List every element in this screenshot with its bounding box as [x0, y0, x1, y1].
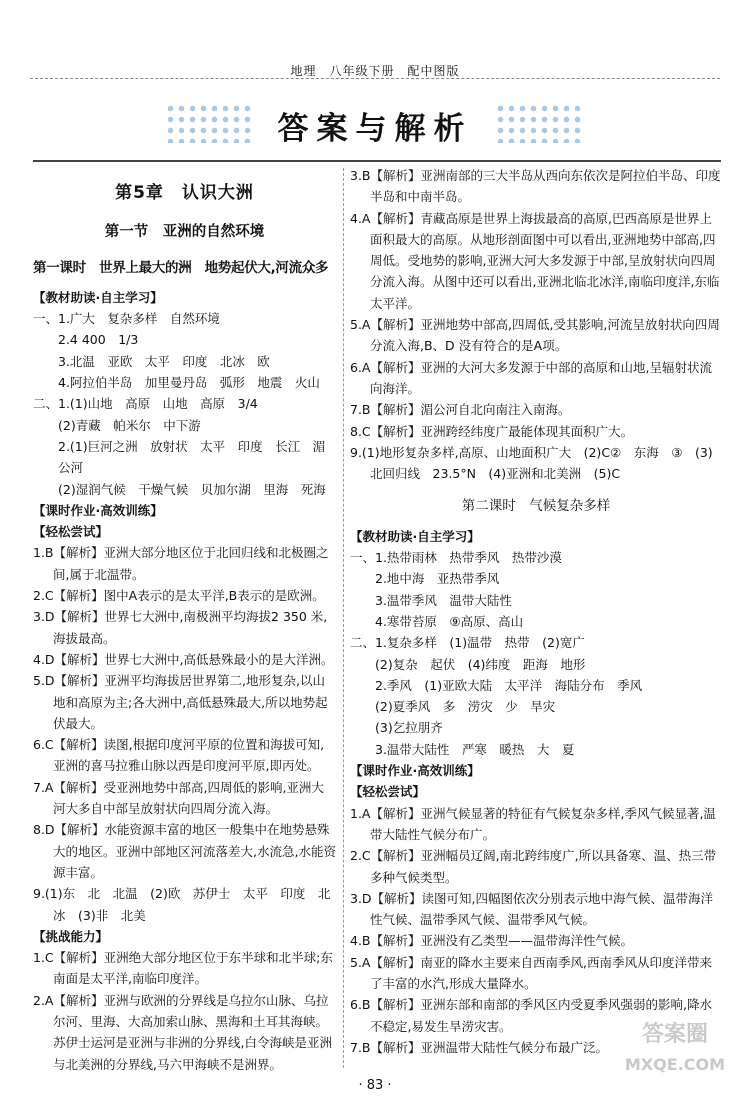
right-line: 5.A【解析】南亚的降水主要来自西南季风,西南季风从印度洋带来了丰富的水汽,形成大量降水。: [350, 954, 712, 991]
title-rule: [33, 160, 721, 162]
right-line: 2.季风 (1)亚欧大陆 太平洋 海陆分布 季风: [375, 677, 643, 693]
left-line: 4.D【解析】世界七大洲中,高低悬殊最小的是大洋洲。: [33, 651, 334, 667]
left-line: 2.4 400 1/3: [58, 332, 139, 348]
right-line: (3)乞拉朋齐: [375, 720, 443, 736]
right-line: 【课时作业·高效训练】: [350, 763, 480, 779]
right-line: 3.温带季风 温带大陆性: [375, 592, 512, 608]
left-line: 9.(1)东 北 北温 (2)欧 苏伊士 太平 印度 北冰 (3)非 北美: [33, 886, 331, 923]
right-line: (2)夏季风 多 涝灾 少 旱灾: [375, 699, 556, 715]
left-line: (2)青藏 帕米尔 中下游: [58, 417, 201, 433]
watermark-text: 答案圈: [641, 1022, 708, 1047]
left-line: 3.D【解析】世界七大洲中,南极洲平均海拔2 350 米,海拔最高。: [33, 609, 328, 646]
right-line: 1.A【解析】亚洲气候显著的特征有气候复杂多样,季风气候显著,温带大陆性气候分布广。: [350, 805, 716, 842]
left-line: 4.阿拉伯半岛 加里曼丹岛 弧形 地震 火山: [58, 375, 320, 391]
right-line: 第二课时 气候复杂多样: [461, 498, 611, 515]
left-line: 【挑战能力】: [33, 928, 109, 944]
left-line: 3.北温 亚欧 太平 印度 北冰 欧: [58, 353, 270, 369]
column-divider: [343, 168, 344, 1068]
header-divider: [30, 78, 720, 79]
right-line: 3.B【解析】亚洲南部的三大半岛从西向东依次是阿拉伯半岛、印度半岛和中南半岛。: [350, 168, 721, 205]
left-line: 【轻松尝试】: [33, 524, 109, 540]
right-line: 3.温带大陆性 严寒 暖热 大 夏: [375, 741, 575, 757]
right-line: 3.D【解析】读图可知,四幅图依次分别表示地中海气候、温带海洋性气候、温带季风气候、温带季风气候。: [350, 890, 714, 928]
left-line: 1.C【解析】亚洲绝大部分地区位于东半球和北半球;东南面是太平洋,南临印度洋。: [33, 950, 333, 987]
right-line: 【教材助读·自主学习】: [350, 528, 480, 544]
left-line: 二、1.(1)山地 高原 山地 高原 3/4: [33, 396, 258, 412]
right-line: 5.A【解析】亚洲地势中部高,四周低,受其影响,河流呈放射状向四周分流入海,B、D 没有符合的是A项。: [350, 317, 720, 354]
right-line: 4.寒带苔原 ⑨高原、高山: [375, 613, 524, 629]
running-header: 地理 八年级下册 配中图版: [290, 64, 460, 78]
watermark-url: MXQE.COM: [624, 1055, 726, 1074]
left-column: [33, 175, 336, 1075]
right-line: 4.A【解析】青藏高原是世界上海拔最高的高原,巴西高原是世界上面积最大的高原。从地形剖面图中可以看出,亚洲地势中部高,四周低。受地势的影响,亚洲大河大多发源于中部,呈放射状向四周分流入海。从图中还可以看出,亚洲北临北冰洋,南临印度洋,东临太平洋。: [350, 210, 720, 311]
left-line: 一、1.广大 复杂多样 自然环境: [33, 311, 220, 327]
right-column: [350, 165, 722, 1058]
right-line: 【轻松尝试】: [350, 784, 426, 800]
title-banner: [165, 95, 585, 155]
left-line: 第5章 认识大洲: [115, 183, 254, 203]
left-line: 7.A【解析】受亚洲地势中部高,四周低的影响,亚洲大河大多自中部呈放射状向四周分流入海。: [33, 779, 324, 817]
right-line: 二、1.复杂多样 (1)温带 热带 (2)宽广: [350, 635, 585, 651]
left-line: (2)湿润气候 干燥气候 贝加尔湖 里海 死海: [58, 481, 326, 497]
left-line: 1.B【解析】亚洲大部分地区位于北回归线和北极圈之间,属于北温带。: [33, 545, 329, 582]
right-line: 9.(1)地形复杂多样,高原、山地面积广大 (2)C② 东海 ③ (3)北回归线 23.5°N (4)亚洲和北美洲 (5)C: [350, 444, 713, 482]
right-line: 7.B【解析】湄公河自北向南注入南海。: [350, 402, 571, 418]
left-line: 2.A【解析】亚洲与欧洲的分界线是乌拉尔山脉、乌拉尔河、里海、大高加索山脉、黑海和土耳其海峡。苏伊士运河是亚洲与非洲的分界线,白令海峡是亚洲与北美洲的分界线,马六甲海峡不是洲界。: [33, 992, 332, 1072]
right-line: 4.B【解析】亚洲没有乙类型——温带海洋性气候。: [350, 933, 634, 949]
left-line: 8.D【解析】水能资源丰富的地区一般集中在地势悬殊大的地区。亚洲中部地区河流落差大,水流急,水能资源丰富。: [33, 822, 336, 880]
watermark-logo: [610, 1020, 740, 1095]
left-line: 【教材助读·自主学习】: [33, 289, 163, 305]
left-line: 6.C【解析】读图,根据印度河平原的位置和海拔可知,亚洲的喜马拉雅山脉以西是印度河平原,即丙处。: [33, 737, 325, 774]
right-line: 8.C【解析】亚洲跨经纬度广最能体现其面积广大。: [350, 423, 634, 439]
right-line: 7.B【解析】亚洲温带大陆性气候分布最广泛。: [350, 1039, 609, 1055]
right-line: 2.地中海 亚热带季风: [375, 571, 500, 587]
right-line: 6.B【解析】亚洲东部和南部的季风区内受夏季风强弱的影响,降水不稳定,易发生旱涝灾害。: [350, 997, 712, 1034]
left-line: 【课时作业·高效训练】: [33, 502, 163, 518]
right-line: 一、1.热带雨林 热带季风 热带沙漠: [350, 550, 562, 566]
page-title: 答案与解析: [277, 111, 473, 147]
right-line: (2)复杂 起伏 (4)纬度 距海 地形: [375, 656, 586, 672]
left-line: 第一节 亚洲的自然环境: [104, 224, 265, 241]
right-line: 2.C【解析】亚洲幅员辽阔,南北跨纬度广,所以具备寒、温、热三带多种气候类型。: [350, 848, 717, 885]
left-line: 2.C【解析】图中A表示的是太平洋,B表示的是欧洲。: [33, 588, 325, 604]
page-number: · 83 ·: [358, 1078, 392, 1093]
left-line: 2.(1)巨河之洲 放射状 太平 印度 长江 湄公河: [58, 438, 326, 476]
right-line: 6.A【解析】亚洲的大河大多发源于中部的高原和山地,呈辐射状流向海洋。: [350, 359, 712, 396]
left-line: 5.D【解析】亚洲平均海拔居世界第二,地形复杂,以山地和高原为主;各大洲中,高低悬殊最大,所以地势起伏最大。: [33, 673, 328, 731]
left-line: 第一课时 世界上最大的洲 地势起伏大,河流众多: [33, 259, 329, 276]
